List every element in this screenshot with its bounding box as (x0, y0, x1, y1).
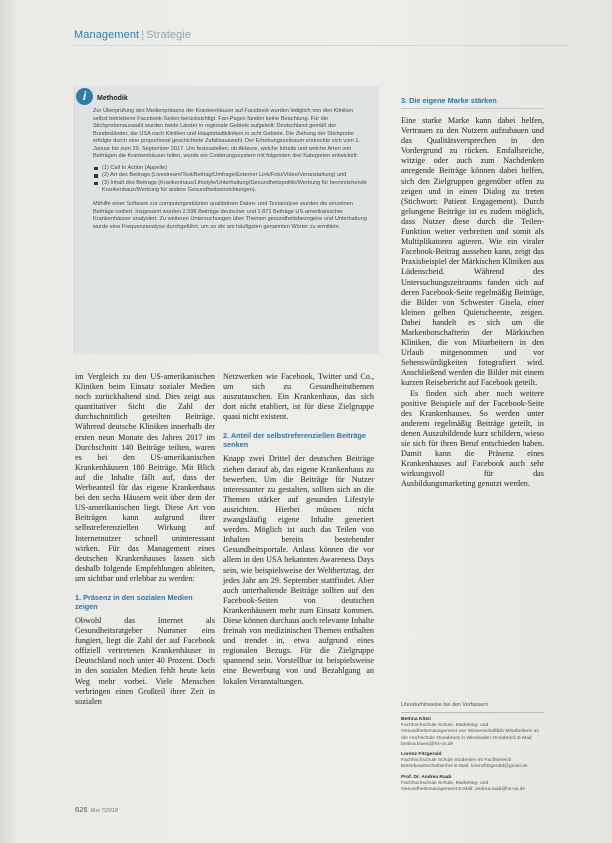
author-name: Lorenz Fitzgerald (401, 752, 442, 758)
body-paragraph: im Vergleich zu den US-amerikanischen Kliniken beim Einsatz sozialer Medien noch zurückhaltend sind. Dies zeigt aus quantitativer Sicht die Zahl der durchschnittlich geteilten Beiträge. Während deutsche Kliniken innerhalb der ersten neun Monate des Jahres 2017 im Durchschnitt 140 Beiträge teilten, waren es bei den US-amerikanischen Krankenhäusern 180 Beiträge. Mit Blick auf die Inhalte fällt auf, dass der Werbeanteil für das eigene Krankenhaus bei den sechs Häusern weit über dem der US-amerikanischen liegt. Diese Art von Beiträgen kann aufgrund ihrer selbstreferenziellen Wirkung auf Internetnutzer schnell uninteressant wirken. Für das Management eines deutschen Krankenhauses lassen sich deshalb folgende Empfehlungen ableiten, um sichtbar und erlebbar zu werden: (75, 372, 215, 583)
subheading: 1. Präsenz in den sozialen Medien zeigen (75, 592, 193, 611)
author-name: Prof. Dr. Andrea Raab (401, 774, 452, 780)
header-rule (74, 45, 568, 46)
author-block (401, 752, 544, 771)
method-list-item: (1) Call to Action (Appelle) (93, 165, 369, 173)
section-label: Management (74, 29, 140, 41)
author-details: Fachhochschule Schule, Marketing- und Gesundheitsmanagement E-Mail: andrea.raab@hs-os.de (401, 780, 526, 793)
subheading-rule (401, 108, 544, 109)
author-block (401, 717, 544, 748)
author-name: Bettina Klüsi (401, 717, 431, 722)
page-number: 626 (75, 805, 88, 814)
running-header (74, 29, 191, 41)
literature-note: Literaturhinweise bei den Verfassern (401, 702, 489, 708)
author-rule (401, 712, 544, 713)
body-paragraph: Knapp zwei Drittel der deutschen Beiträge ziehen darauf ab, das eigene Krankenhaus zu bewerben. Um die Beiträge für Nutzer interessanter zu gestalten, sollten sich an die Themen stärker auf gesunden Lifestyle ausrichten. Hierbei müssen nicht zwangsläufig eigene Inhalte generiert werden. Möglich ist auch das Teilen von Inhalten bereits bestehender Gesundheitsportale. Anlass können die vor allem in den USA bekannten Awareness Days sein, wie beispielsweise der Welthertztag, der jedes Jahr am 29. September stattfindet. Aber auch unterhaltende Beiträge sollten auf den Facebook-Seiten von deutschen Krankenhäusern mehr zum Einsatz kommen. Diese können durchaus auch relevante Inhalte freinah von medizinischen Themen enthalten und trendet in, etwa aufgrund eines regionalen Bezugs. Für die Zielgruppe spannend sein. Vorstellbar ist beispielsweise eine Bewerbung von und Bezahlgang an lokalen Veranstaltungen. (223, 454, 374, 686)
column-middle (223, 372, 374, 687)
method-list-item: (3) Inhalt des Beitrags (Krankenhaus/Lifestyle/Unterhaltung/Gesundheitspolitik/Werbung für bevorstehende Krankenhaus/Werbung für andere Gesundheitseinrichtungen). (93, 180, 369, 195)
body-paragraph: Obwohl das Internet als Gesundheitsratgeber Nummer eins fungiert, liegt die Zahl der auf Facebook offiziell vertretenen Krankenhäuser in Deutschland noch unter 40 Prozent. Doch in den sozialen Medien fehlt heute kein Weg mehr vorbei. Viele Menschen verbringen einen Großteil ihrer Zeit in sozialen (75, 615, 215, 706)
body-paragraph: Eine starke Marke kann dabei helfen, Vertrauen zu den Nutzern aufzubauen und das Qualitätsversprechen in den Vordergrund zu rücken. Emfallsreiche, witzige oder auch zum Nachdenken anregende Beiträge können dabei helfen, sich den Zielgruppen gegenüber offen zu zeigen und in einen Dialog zu treten (Stichwort: Patient Engagement). Durch gelungene Beiträge ist es zudem möglich, dass Nutzer diese durch die Teilen-Funktion weiter verbreiten und somit als Multiplikatoren agieren. Wie ein viraler Facebook-Beitrag aussehen kann, zeigt das Praxisbeispiel der Märkischen Kliniken aus Lüdenscheid. Während des Untersuchungszeitraums fanden sich auf deren Facebook-Seite regelmäßig Beiträge, die Bilder von Schwester Gisela, einer kleinen gelben Quietscheente, zeigen. Dabei handelt es sich um die Markenbotschafterin der Märkischen Kliniken, die von Mitarbeitern in den Urlaub mitgenommen und vor Sehenswürdigkeiten fotografiert wird. Anschließend werden die Bilder mit einem kurzen Reisebericht auf Facebook geteilt. (401, 116, 544, 388)
header-separator: | (141, 29, 145, 41)
column-left (75, 372, 215, 707)
method-paragraph: Mithilfe einer Software zur computergestützten qualitativen Daten- und Textanalyse wurden die einzelnen Beiträge codiert. Insgesamt wurden 2.598 Beiträge deutscher und 1.871 Beiträge US-amerikanischer Krankenhäuser analysiert. Zu weiteren Untersuchungen über Themen gesundheitsbezogene und Unterhaltung wurde eine Frequenzanalyse durchgeführt, um so die am häufigsten genannten Wörter zu ermitteln. (93, 201, 367, 230)
body-paragraph: Netzwerken wie Facebook, Twitter und Co., um sich zu Gesundheitsthemen auszutauschen. Ein Krankenhaus, das sich dort nicht etabliert, ist für diese Zielgruppe quasi nicht existent. (223, 372, 374, 422)
author-list (401, 717, 544, 797)
info-icon: i (76, 88, 93, 105)
method-text (93, 108, 369, 235)
page-footer (75, 805, 118, 814)
subheading: 3. Die eigene Marke stärken (401, 96, 497, 105)
magazine-name: f&w 7|2018 (90, 808, 118, 814)
method-list (93, 165, 369, 195)
body-paragraph: Es finden sich aber noch weitere positive Beispiele auf der Facebook-Seite des Krankenhauses. So werden unter anderem regelmäßig Beiträge geteilt, in denen Auszubildende kurz schildern, wieso sie sich für ihren Beruf entschieden haben. Damit kann die Präsenz eines Krankenhauses auf Facebook auch sehr wirkungsvoll für das Ausbildungsmarketing genutzt werden. (401, 388, 544, 489)
author-block (401, 775, 544, 794)
subheading: 2. Anteil der selbstreferenziellen Beiträge senken (223, 431, 366, 450)
method-title: Methodik (97, 95, 128, 102)
column-right (401, 116, 544, 489)
method-paragraph: Zur Überprüfung des Medienpräsenz der Krankenhäuser auf Facebook wurden lediglich von den Kliniken selbst betriebene Facebook-Seiten berücksichtigt. Fan-Pages fanden keine Beachtung. Für die Stichprobenauswahl wurden beide Länder in regionale Gebiete aufgeteilt: Deutschland gemäß der Bundesländer, die USA nach Kliniken und Hauptstadtkliniken in acht Gebiete. Die Ziehung der Stichprobe erfolgte durch eine proportional geschichtete Zufallsauswahl. Der Erhebungszeitraum erstreckte sich vom 1. Januar bis zum 29. September 2017. Um festzustellen, ob Akteure, welche Inhalte und welche Arten von Beiträgen die Krankenhäuser teilen, wurde ein Codierungssystem mit folgenden drei Kategorien entwickelt: (93, 108, 361, 160)
subsection-label: Strategie (146, 29, 192, 41)
method-list-item: (2) Art des Beitrags (Livestream/Text/Beitrag/Umfrage/Externer Link/Foto/Video/Veranstaltung) und (93, 172, 369, 180)
author-details: Fachhochschule Schule Studenten im Fachbereich Betriebswirtschaftslehre E-Mail: lorenzfitzgerald@gmail.de (401, 758, 528, 770)
author-details: Fachhochschule Schule, Marketing- und Gesundheitsmanagement von Wissenschaftlich Mitarbeiterin an der Hochschule Osnabrück in Wiesbaden Osnabrück E-Mail: bettina.kluesi@hs-os.de (401, 723, 540, 747)
